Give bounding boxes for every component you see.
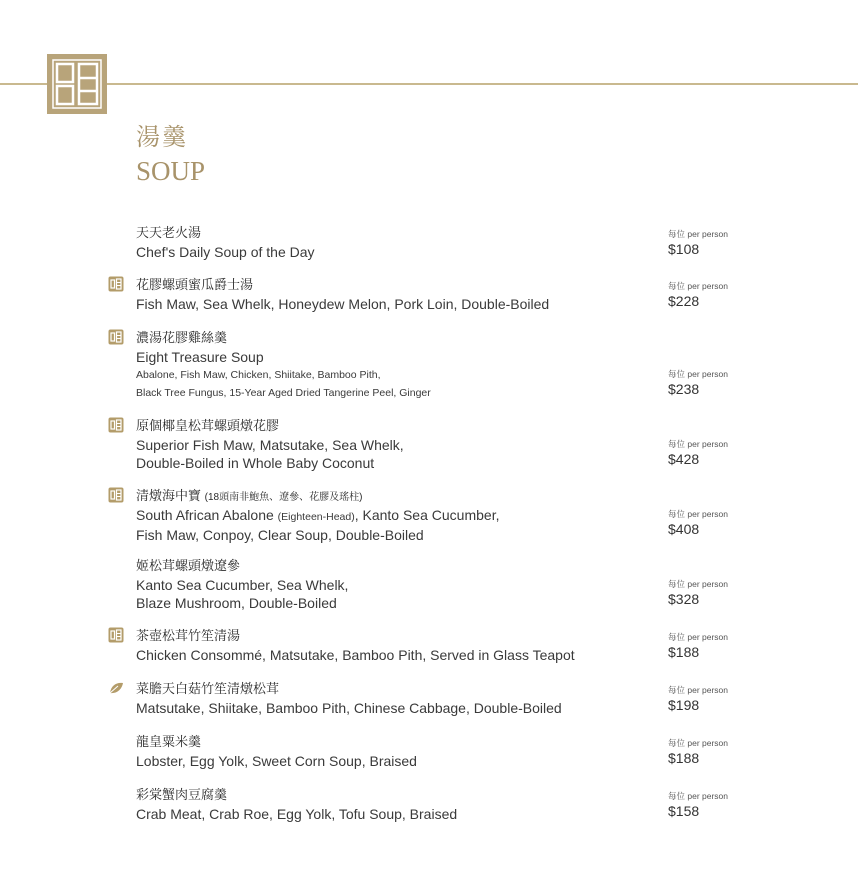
- item-description: Chicken Consommé, Matsutake, Bamboo Pith, Served in Glass Teapot: [136, 647, 575, 663]
- ming-icon: [108, 276, 124, 292]
- restaurant-logo-icon: [47, 54, 107, 114]
- price-box: [668, 790, 728, 820]
- unit-label: 每位 per person: [668, 685, 728, 695]
- item-description: South African Abalone (Eighteen-Head), Kanto Sea Cucumber, Fish Maw, Conpoy, Clear Soup, Double-Boiled: [136, 507, 500, 543]
- item-name-zh: 花膠螺頭蜜瓜爵士湯: [136, 277, 254, 292]
- item-price: $188: [668, 644, 700, 660]
- item-description: Matsutake, Shiitake, Bamboo Pith, Chinese Cabbage, Double-Boiled: [136, 700, 562, 716]
- item-name-zh: 彩棠蟹肉豆腐羹: [136, 787, 228, 802]
- item-name-zh: 天天老火湯: [136, 225, 202, 240]
- unit-label: 每位 per person: [668, 439, 728, 449]
- item-price: $238: [668, 381, 700, 397]
- unit-label: 每位 per person: [668, 632, 728, 642]
- section-title-zh: 湯羹: [136, 125, 188, 151]
- unit-label: 每位 per person: [668, 791, 728, 801]
- item-name-zh: 清燉海中寶 (18頭南非鮑魚、遼參、花膠及瑤柱): [136, 488, 363, 503]
- ming-icon: [108, 329, 124, 345]
- item-name-zh: 菜膽天白菇竹笙清燉松茸: [136, 681, 280, 696]
- item-name-zh: 姬松茸螺頭燉遼參: [136, 558, 241, 573]
- item-price: $158: [668, 803, 700, 819]
- item-description: Crab Meat, Crab Roe, Egg Yolk, Tofu Soup, Braised: [136, 806, 458, 822]
- item-name-zh: 茶壺松茸竹笙清湯: [136, 628, 241, 643]
- unit-label: 每位 per person: [668, 229, 728, 239]
- item-description: Chef's Daily Soup of the Day: [136, 244, 315, 260]
- section-title-en: SOUP: [136, 156, 206, 186]
- item-price: $408: [668, 521, 700, 537]
- price-box: [668, 631, 728, 661]
- item-description: Superior Fish Maw, Matsutake, Sea Whelk, Double-Boiled in Whole Baby Coconut: [136, 437, 404, 471]
- item-price: $108: [668, 241, 700, 257]
- item-note-zh: (18頭南非鮑魚、遼參、花膠及瑤柱): [204, 492, 363, 503]
- ming-icon: [108, 487, 124, 503]
- unit-label: 每位 per person: [668, 369, 728, 379]
- section-heading: [136, 122, 205, 188]
- leaf-icon: [108, 680, 124, 696]
- item-name-zh: 原個椰皇松茸螺頭燉花膠: [136, 418, 280, 433]
- ming-icon: [108, 417, 124, 433]
- item-name-zh: 濃湯花膠雞絲羹: [136, 330, 228, 345]
- item-description: Lobster, Egg Yolk, Sweet Corn Soup, Braised: [136, 753, 417, 769]
- item-price: $328: [668, 591, 700, 607]
- price-box: [668, 280, 728, 310]
- price-box: [668, 737, 728, 767]
- item-price: $428: [668, 451, 700, 467]
- price-box: [668, 438, 728, 468]
- item-description: Eight Treasure Soup Abalone, Fish Maw, Chicken, Shiitake, Bamboo Pith, Black Tree Fungus, 15-Year Aged Dried Tangerine Peel, Ginger: [136, 349, 431, 399]
- ming-icon: [108, 627, 124, 643]
- item-name-zh: 龍皇粟米羹: [136, 734, 202, 749]
- unit-label: 每位 per person: [668, 579, 728, 589]
- item-price: $198: [668, 697, 700, 713]
- item-description: Fish Maw, Sea Whelk, Honeydew Melon, Pork Loin, Double-Boiled: [136, 296, 550, 312]
- item-price: $188: [668, 750, 700, 766]
- price-box: [668, 508, 728, 538]
- header-rule: [0, 83, 858, 85]
- unit-label: 每位 per person: [668, 509, 728, 519]
- price-box: [668, 578, 728, 608]
- unit-label: 每位 per person: [668, 738, 728, 748]
- item-price: $228: [668, 293, 700, 309]
- unit-label: 每位 per person: [668, 281, 728, 291]
- price-box: [668, 228, 728, 258]
- price-box: [668, 368, 728, 398]
- price-box: [668, 684, 728, 714]
- item-description: Kanto Sea Cucumber, Sea Whelk, Blaze Mushroom, Double-Boiled: [136, 577, 349, 611]
